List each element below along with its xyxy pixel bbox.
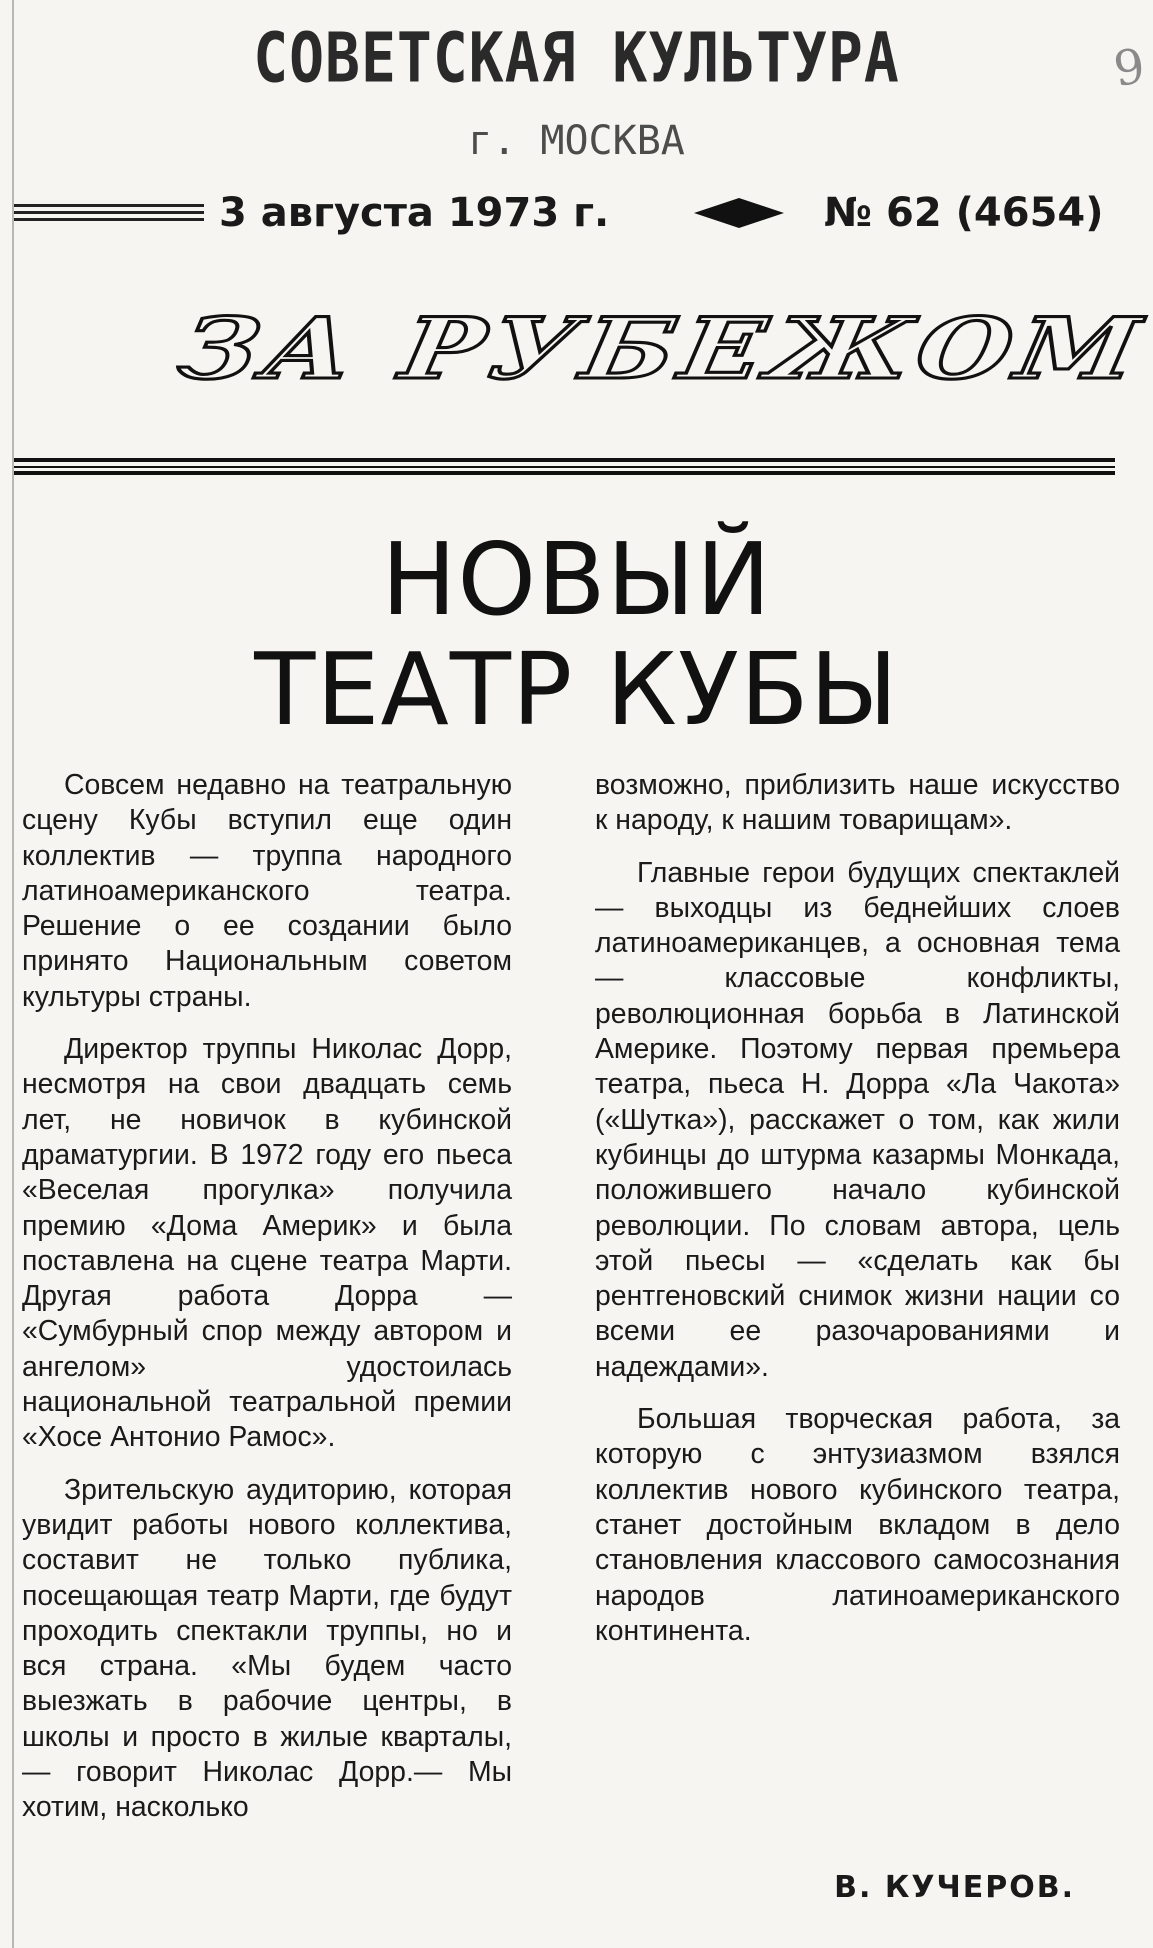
paragraph: Большая творческая работа, за которую с энтузиазмом взялся коллектив нового кубинского театра, станет достойным вкладом в дело становления классового самосознания народов латиноамериканского континента. (595, 1403, 1120, 1647)
author-signature: В. КУЧЕРОВ. (834, 1870, 1075, 1905)
paragraph: Зрительскую аудиторию, которая увидит работы нового коллектива, составит не только публика, посещающая театр Марти, где будут проходить спектакли труппы, но и вся страна. «Мы будем часто выезжать в рабочие центры, в школы и просто в жилые кварталы,— говорит Николас Дорр.— Мы хотим, насколько (22, 1473, 512, 1824)
newspaper-stamp-title: СОВЕТСКАЯ КУЛЬТУРА (253, 18, 900, 99)
rubric-rule (14, 458, 1115, 475)
article-column-2 (595, 768, 1120, 1666)
headline-line-1: НОВЫЙ (381, 521, 772, 638)
paragraph: Совсем недавно на театральную сцену Кубы вступил еще один коллектив — труппа народного латиноамериканского театра. Решение о ее создании было принято Национальным советом культуры страны. (22, 769, 512, 1013)
handwritten-margin-note: 9 (1110, 38, 1149, 98)
rubric-title: ЗА РУБЕЖОМ (172, 300, 1153, 399)
clipping-edge (12, 0, 14, 1948)
article-headline (0, 521, 1153, 748)
paragraph: возможно, приблизить наше искусство к народу, к нашим товарищам». (595, 769, 1120, 837)
section-rubric (172, 300, 1153, 430)
paragraph: Директор труппы Николас Дорр, несмотря на свои двадцать семь лет, не новичок в кубинской драматургии. В 1972 году его пьеса «Веселая прогулка» получила премию «Дома Америк» и была поставлена на сцене театра Марти. Другая работа Дорра — «Сумбурный спор между автором и ангелом» удостоилась национальной театральной премии «Хосе Антонио Рамос». (22, 1033, 512, 1454)
headline-line-2: ТЕАТР КУБЫ (254, 631, 899, 748)
diamond-ornament-icon (694, 198, 784, 228)
issue-number: № 62 (4654) (824, 190, 1104, 236)
paragraph: Главные герои будущих спектаклей — выходцы из беднейших слоев латиноамериканцев, а основная тема — классовые конфликты, революционная борьба в Латинской Америке. Поэтому первая премьера театра, пьеса Н. Дорра «Ла Чакота» («Шутка»), расскажет о том, как жили кубинцы до штурма казармы Монкада, положившего начало кубинской революции. По словам автора, цель этой пьесы — «сделать как бы рентгеновский снимок жизни нации со всеми ее разочарованиями и надеждами». (595, 856, 1120, 1383)
article-column-1 (22, 768, 512, 1843)
newspaper-stamp-city: г. МОСКВА (468, 118, 685, 164)
dateline (14, 190, 1117, 250)
issue-date: 3 августа 1973 г. (219, 190, 610, 236)
dateline-rule-left (14, 204, 204, 224)
